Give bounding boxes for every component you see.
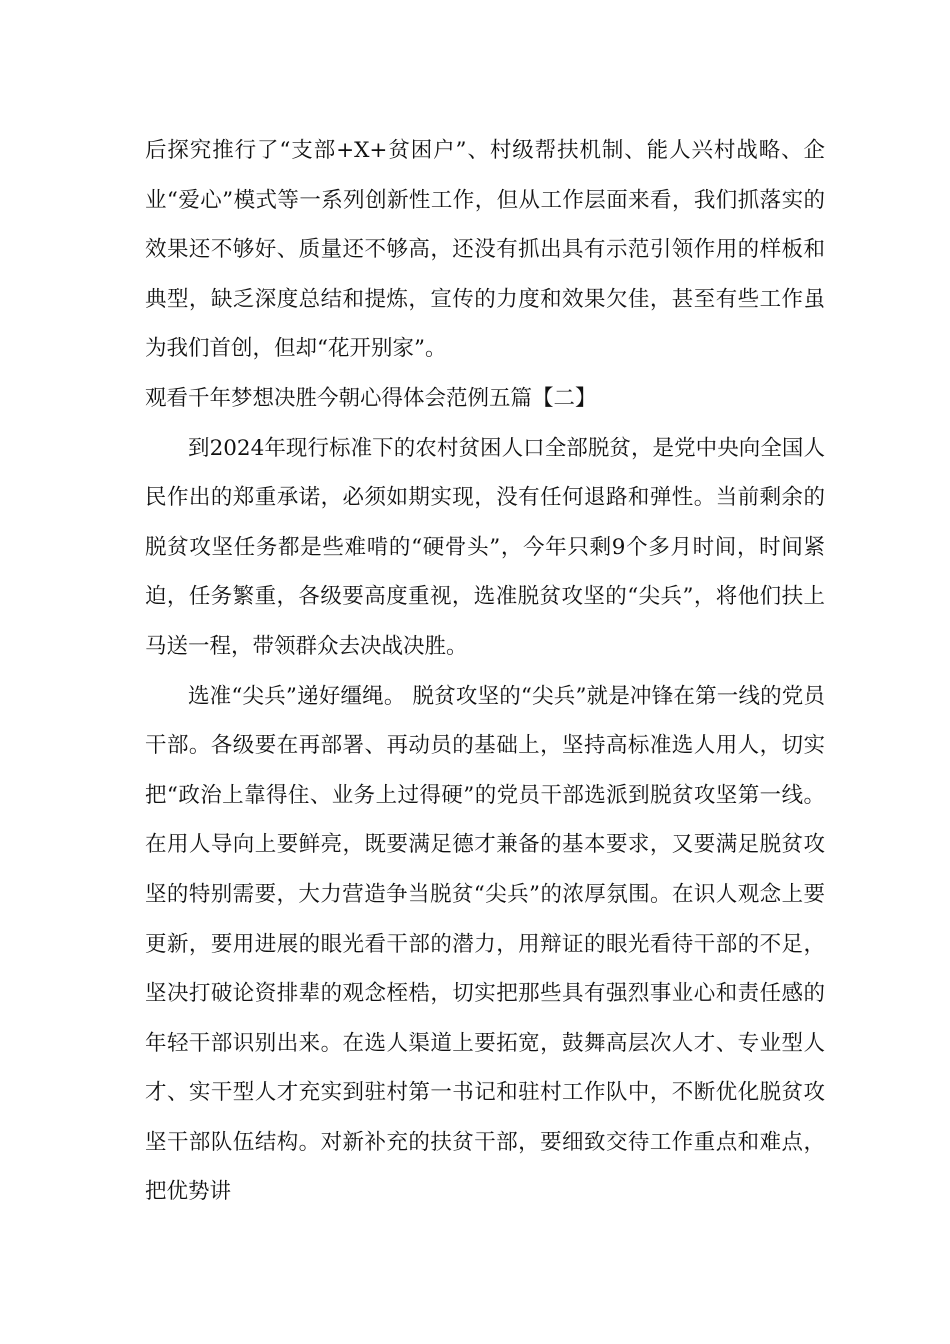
paragraph-intro: 到2024年现行标准下的农村贫困人口全部脱贫，是党中央向全国人民作出的郑重承诺，必须如期实现，没有任何退路和弹性。当前剩余的脱贫攻坚任务都是些难啃的“硬骨头”，今年只剩9个多月时间，时间紧迫，任务繁重，各级要高度重视，选准脱贫攻坚的“尖兵”，将他们扶上马送一程，带领群众去决战决胜。 xyxy=(145,435,825,659)
paragraph-continuation: 后探究推行了“支部+X+贫困户”、村级帮扶机制、能人兴村战略、企业“爱心”模式等一系列创新性工作，但从工作层面来看，我们抓落实的效果还不够好、质量还不够高，还没有抓出具有示范引领作用的样板和典型，缺乏深度总结和提炼，宣传的力度和效果欠佳，甚至有些工作虽为我们首创，但却“花开别家”。 xyxy=(145,138,825,362)
paragraph-select-vanguard: 选准“尖兵”递好缰绳。 脱贫攻坚的“尖兵”就是冲锋在第一线的党员干部。各级要在再部署、再动员的基础上，坚持高标准选人用人，切实把“政治上靠得住、业务上过得硬”的党员干部选派到脱贫攻坚第一线。在用人导向上要鲜亮，既要满足德才兼备的基本要求，又要满足脱贫攻坚的特别需要，大力营造争当脱贫“尖兵”的浓厚氛围。在识人观念上要更新，要用进展的眼光看干部的潜力，用辩证的眼光看待干部的不足，坚决打破论资排辈的观念桎梏，切实把那些具有强烈事业心和责任感的年轻干部识别出来。在选人渠道上要拓宽，鼓舞高层次人才、专业型人才、实干型人才充实到驻村第一书记和驻村工作队中，不断优化脱贫攻坚干部队伍结构。对新补充的扶贫干部，要细致交待工作重点和难点，把优势讲 xyxy=(145,683,825,1205)
section-heading: 观看千年梦想决胜今朝心得体会范例五篇【二】 xyxy=(145,385,597,411)
document-body xyxy=(145,126,825,1217)
